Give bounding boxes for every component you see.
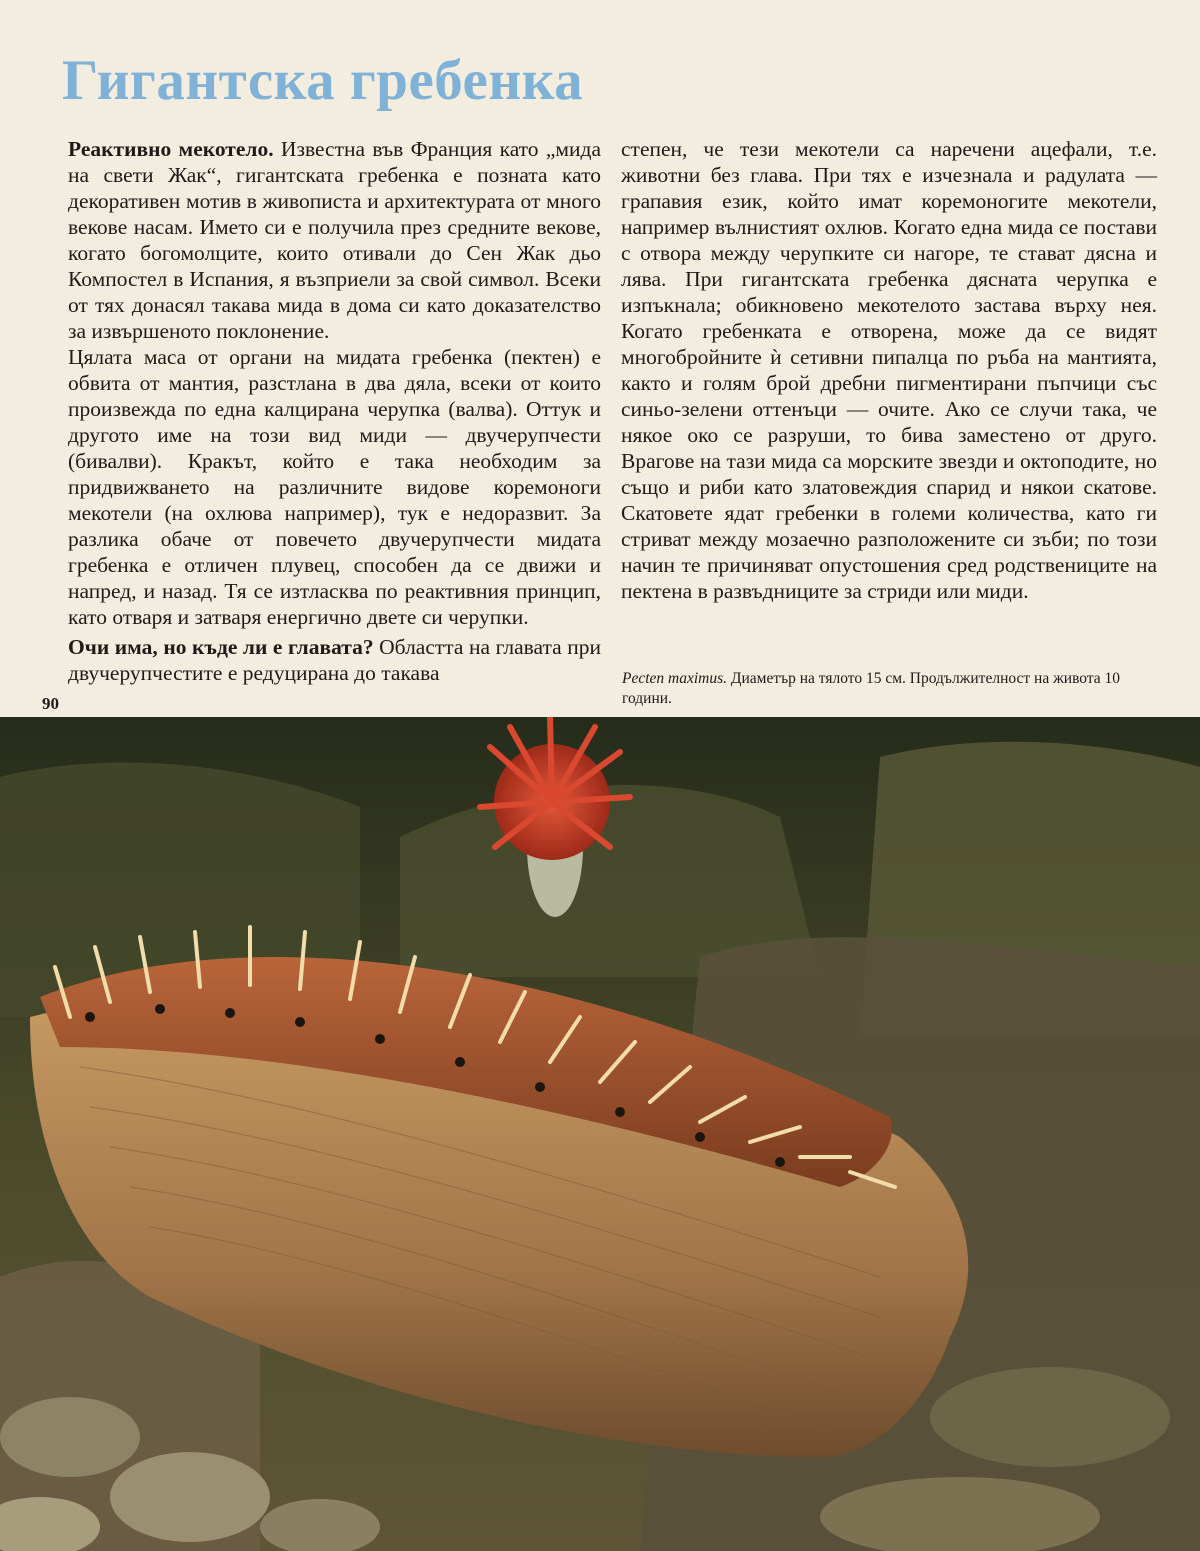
section-heading-eyes: Очи има, но къде ли е главата? [68,635,374,659]
paragraph-text: Областта на главата при двучерупчестите е редуцирана до такава [68,635,601,685]
article-left-column [68,136,601,686]
scallop-illustration [0,717,1200,1551]
page-number: 90 [42,694,59,713]
section-heading-jet-mollusc: Реактивно мекотело. [68,137,274,161]
paragraph-text: Цялата маса от органи на мидата гребенка (пектен) е обвита от мантия, разстлана в два дяла, всеки от които произвежда по една калцирана черупка (валва). Оттук и другото име на този вид миди — двучерупчести (бивалви). Кракът, който е така необходим за придвижването на различните видове коремоноги мекотели (на охлюва например), тук е недоразвит. За разлика обаче от повечето двучерупчести мидата гребенка е отличен плувец, способен да се движи и напред, и назад. Тя се изтласква по реактивния принцип, като отваря и затваря енергично двете си черупки. [68,345,601,629]
paragraph-text: Известна във Франция като „мида на свети Жак“, гигантската гребенка е позната като декоративен мотив в живописта и архитектурата от много векове насам. Името си е получила през средните векове, когато богомолците, които отивали до Сен Жак дьо Компостел в Испания, я възприели за свой символ. Всеки от тях донасял такава мида в дома си като доказателство за извършеното поклонение. [68,137,601,343]
paragraph-text: степен, че тези мекотели са наречени ацефали, т.е. животни без глава. При тях е изчезнала и радулата — грапавия език, който имат коремоногите мекотели, например вълнистият охлюв. Когато една мида се постави с отвора между черупките си нагоре, те стават дясна и лява. При гигантската гребенка дясната черупка е изпъкнала; обикновено мекотелото застава върху нея. Когато гребенката е отворена, може да се видят многобройните ѝ сетивни пипалца по ръба на мантията, както и голям брой дребни пигментирани пъпчици със синьо-зелени оттенъци — очите. Ако се случи така, че някое око се разруши, то бива заместено от друго. Врагове на тази мида са морските звезди и октоподите, но също и риби като златовеждия спарид и някои скатове. Скатовете ядат гребенки в големи количества, като ги стриват между мозаечно разположените си зъби; по този начин те причиняват опустошения сред родствениците на пектена в развъдниците за стриди или миди. [621,137,1157,603]
paragraph-acephala [621,136,1157,604]
figure-caption [622,669,1156,709]
paragraph-eyes [68,634,601,686]
caption-details: Диаметър на тялото 15 см. Продължителност на живота 10 години. [622,670,1121,707]
paragraph-jet-mollusc [68,136,601,344]
page-title: Гигантска гребенка [62,49,584,112]
paragraph-anatomy [68,344,601,630]
article-right-column [621,136,1157,604]
caption-species-name: Pecten maximus. [622,670,728,687]
